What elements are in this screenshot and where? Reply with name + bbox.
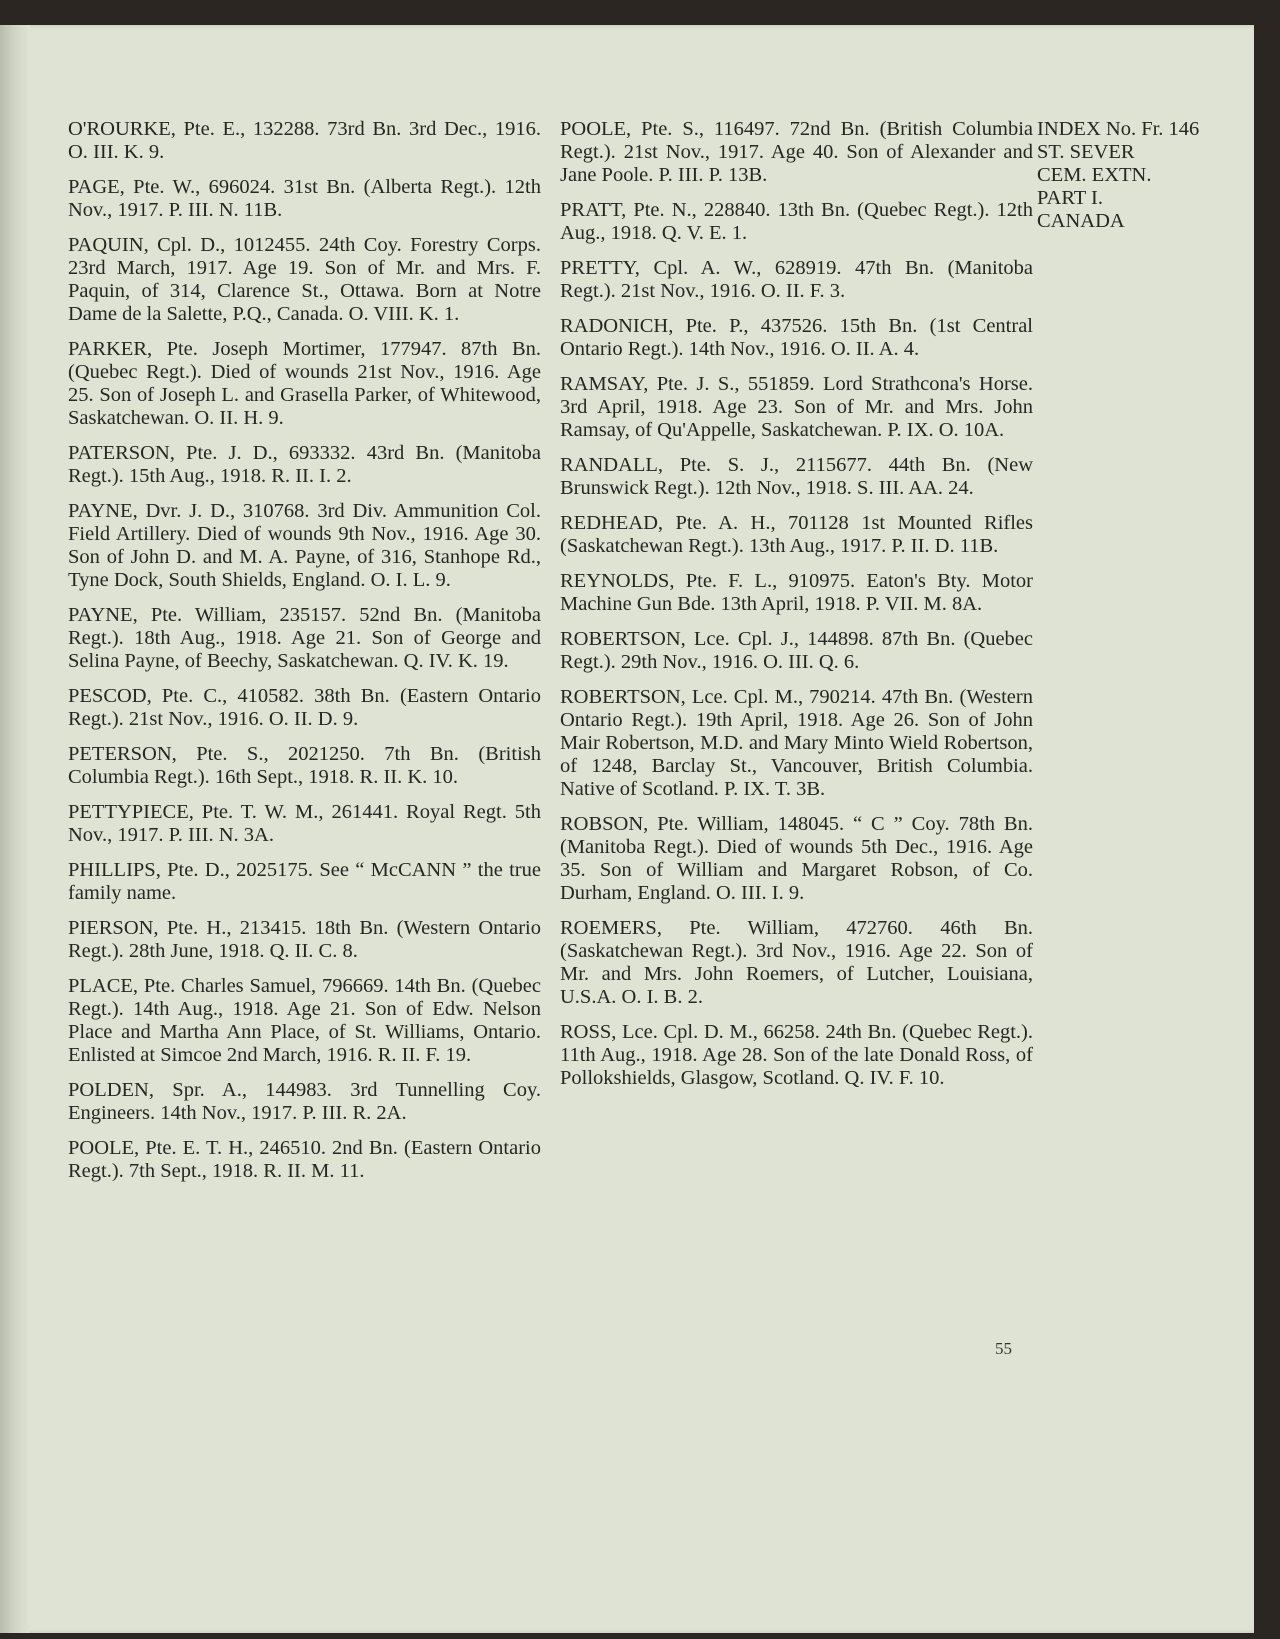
casualty-entry: RAMSAY, Pte. J. S., 551859. Lord Strathcona's Horse. 3rd April, 1918. Age 23. Son of Mr. and Mrs. John Ramsay, of Qu'Appelle, Saskatchewan. P. IX. O. 10A. xyxy=(560,373,1033,441)
index-number: INDEX No. Fr. 146 xyxy=(1037,118,1200,140)
casualty-entry: REDHEAD, Pte. A. H., 701128 1st Mounted Rifles (Saskatchewan Regt.). 13th Aug., 1917. P. II. D. 11B. xyxy=(560,512,1033,557)
casualty-entry: ROBSON, Pte. William, 148045. “ C ” Coy. 78th Bn. (Manitoba Regt.). Died of wounds 5th Dec., 1916. Age 35. Son of William and Margaret Robson, of Co. Durham, England. O. III. I. 9. xyxy=(560,813,1033,904)
index-sidebar xyxy=(1037,118,1242,233)
casualty-entry: ROEMERS, Pte. William, 472760. 46th Bn. (Saskatchewan Regt.). 3rd Nov., 1916. Age 22. Son of Mr. and Mrs. John Roemers, of Lutcher, Louisiana, U.S.A. O. I. B. 2. xyxy=(560,917,1033,1008)
casualty-entry: PRETTY, Cpl. A. W., 628919. 47th Bn. (Manitoba Regt.). 21st Nov., 1916. O. II. F. 3. xyxy=(560,257,1033,302)
casualty-entry: RADONICH, Pte. P., 437526. 15th Bn. (1st Central Ontario Regt.). 14th Nov., 1916. O. II. A. 4. xyxy=(560,315,1033,360)
casualty-entry: POOLE, Pte. S., 116497. 72nd Bn. (British Columbia Regt.). 21st Nov., 1917. Age 40. Son of Alexander and Jane Poole. P. III. P. 13B. xyxy=(560,118,1033,186)
country-label: CANADA xyxy=(1037,210,1125,232)
casualty-entry: PAQUIN, Cpl. D., 1012455. 24th Coy. Forestry Corps. 23rd March, 1917. Age 19. Son of Mr. and Mrs. F. Paquin, of 314, Clarence St., Ottawa. Born at Notre Dame de la Salette, P.Q., Canada. O. VIII. K. 1. xyxy=(68,234,541,325)
casualty-entry: PATERSON, Pte. J. D., 693332. 43rd Bn. (Manitoba Regt.). 15th Aug., 1918. R. II. I. 2. xyxy=(68,442,541,487)
casualty-entry: PHILLIPS, Pte. D., 2025175. See “ McCANN ” the true family name. xyxy=(68,859,541,904)
casualty-entry: PETTYPIECE, Pte. T. W. M., 261441. Royal Regt. 5th Nov., 1917. P. III. N. 3A. xyxy=(68,801,541,846)
part-label: PART I. xyxy=(1037,187,1103,209)
cemetery-extension: CEM. EXTN. xyxy=(1037,164,1152,186)
casualty-entry: PIERSON, Pte. H., 213415. 18th Bn. (Western Ontario Regt.). 28th June, 1918. Q. II. C. 8. xyxy=(68,917,541,962)
casualty-entry: POOLE, Pte. E. T. H., 246510. 2nd Bn. (Eastern Ontario Regt.). 7th Sept., 1918. R. II. M. 11. xyxy=(68,1137,541,1182)
casualty-entry: PESCOD, Pte. C., 410582. 38th Bn. (Eastern Ontario Regt.). 21st Nov., 1916. O. II. D. 9. xyxy=(68,685,541,730)
casualty-entry: PETERSON, Pte. S., 2021250. 7th Bn. (British Columbia Regt.). 16th Sept., 1918. R. II. K. 10. xyxy=(68,743,541,788)
casualty-entry: ROBERTSON, Lce. Cpl. J., 144898. 87th Bn. (Quebec Regt.). 29th Nov., 1916. O. III. Q. 6. xyxy=(560,628,1033,673)
casualty-entry: PRATT, Pte. N., 228840. 13th Bn. (Quebec Regt.). 12th Aug., 1918. Q. V. E. 1. xyxy=(560,199,1033,244)
cemetery-name: ST. SEVER xyxy=(1037,141,1135,163)
casualty-entry: RANDALL, Pte. S. J., 2115677. 44th Bn. (New Brunswick Regt.). 12th Nov., 1918. S. III. AA. 24. xyxy=(560,454,1033,499)
left-column xyxy=(68,118,541,1195)
casualty-entry: PAYNE, Dvr. J. D., 310768. 3rd Div. Ammunition Col. Field Artillery. Died of wounds 9th Nov., 1916. Age 30. Son of John D. and M. A. Payne, of 316, Stanhope Rd., Tyne Dock, South Shields, England. O. I. L. 9. xyxy=(68,500,541,591)
casualty-entry: REYNOLDS, Pte. F. L., 910975. Eaton's Bty. Motor Machine Gun Bde. 13th April, 1918. P. VII. M. 8A. xyxy=(560,570,1033,615)
page-number: 55 xyxy=(995,1339,1012,1358)
right-column xyxy=(560,118,1033,1102)
casualty-entry: PLACE, Pte. Charles Samuel, 796669. 14th Bn. (Quebec Regt.). 14th Aug., 1918. Age 21. Son of Edw. Nelson Place and Martha Ann Place, of St. Williams, Ontario. Enlisted at Simcoe 2nd March, 1916. R. II. F. 19. xyxy=(68,975,541,1066)
casualty-entry: POLDEN, Spr. A., 144983. 3rd Tunnelling Coy. Engineers. 14th Nov., 1917. P. III. R. 2A. xyxy=(68,1079,541,1124)
page-binding xyxy=(0,25,30,1633)
casualty-entry: PAYNE, Pte. William, 235157. 52nd Bn. (Manitoba Regt.). 18th Aug., 1918. Age 21. Son of George and Selina Payne, of Beechy, Saskatchewan. Q. IV. K. 19. xyxy=(68,604,541,672)
casualty-entry: ROSS, Lce. Cpl. D. M., 66258. 24th Bn. (Quebec Regt.). 11th Aug., 1918. Age 28. Son of the late Donald Ross, of Pollokshields, Glasgow, Scotland. Q. IV. F. 10. xyxy=(560,1021,1033,1089)
casualty-entry: PARKER, Pte. Joseph Mortimer, 177947. 87th Bn. (Quebec Regt.). Died of wounds 21st Nov., 1916. Age 25. Son of Joseph L. and Grasella Parker, of Whitewood, Saskatchewan. O. II. H. 9. xyxy=(68,338,541,429)
casualty-entry: ROBERTSON, Lce. Cpl. M., 790214. 47th Bn. (Western Ontario Regt.). 19th April, 1918. Age 26. Son of John Mair Robertson, M.D. and Mary Minto Wield Robertson, of 1248, Barclay St., Vancouver, British Columbia. Native of Scotland. P. IX. T. 3B. xyxy=(560,686,1033,800)
casualty-entry: O'ROURKE, Pte. E., 132288. 73rd Bn. 3rd Dec., 1916. O. III. K. 9. xyxy=(68,118,541,163)
casualty-entry: PAGE, Pte. W., 696024. 31st Bn. (Alberta Regt.). 12th Nov., 1917. P. III. N. 11B. xyxy=(68,176,541,221)
